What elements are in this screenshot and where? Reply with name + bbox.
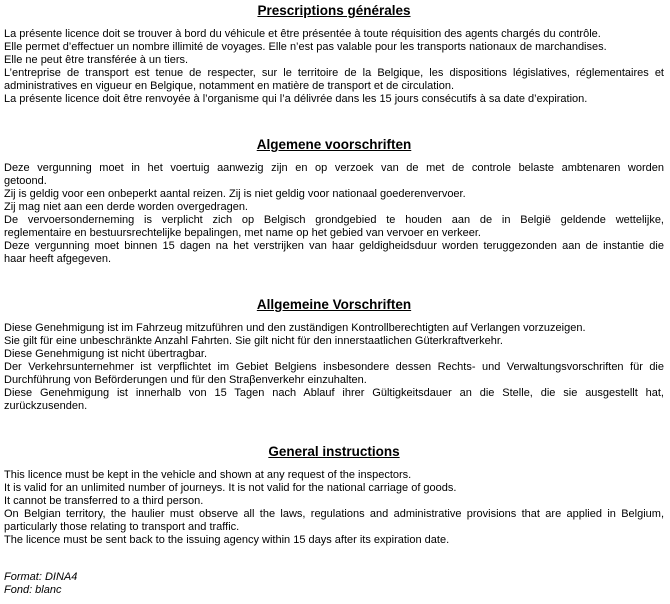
text-line: administratives en vigueur en Belgique, notamment en matière de transport et de circulation. [4,80,455,92]
text-line: getoond. [4,175,47,187]
text-line: particularly those relating to transport and traffic. [4,521,240,533]
text-line: Diese Genehmigung ist nicht übertragbar. [4,348,208,360]
heading-text: Allgemeine Vorschriften [256,297,412,312]
text-line: Elle ne peut être transférée à un tiers. [4,54,189,66]
format-notes [4,571,664,597]
text-line: Diese Genehmigung ist innerhalb von 15 Tagen nach Ablauf ihrer Gültigkeitsdauer an die Stelle, die sie ausgestellt hat, [4,387,664,399]
section-french [4,3,664,106]
section-heading-english [4,444,664,459]
text-line: Elle permet d’effectuer un nombre illimité de voyages. Elle n’est pas valable pour les transports nationaux de marchandises. [4,41,607,53]
heading-text: General instructions [268,444,400,459]
section-body-dutch [4,162,664,266]
format-note-line: Fond: blanc [4,584,62,596]
text-line: De vervoersonderneming is verplicht zich op Belgisch grondgebied te houden aan de in België geldende wettelijke, [4,214,664,226]
section-heading-german [4,297,664,312]
heading-text: Algemene voorschriften [256,137,412,152]
section-dutch [4,137,664,266]
text-line: This licence must be kept in the vehicle and shown at any request of the inspectors. [4,469,412,481]
text-line: It is valid for an unlimited number of journeys. It is not valid for the national carriage of goods. [4,482,457,494]
text-line: It cannot be transferred to a third person. [4,495,204,507]
text-line: Zij mag niet aan een derde worden overgedragen. [4,201,248,213]
section-german [4,297,664,413]
text-line: La présente licence doit être renvoyée à l’organisme qui l’a délivrée dans les 15 jours consécutifs à sa date d’expiration. [4,93,588,105]
text-line: On Belgian territory, the haulier must observe all the laws, regulations and administrative provisions that are applied in Belgium, [4,508,664,520]
section-heading-french [4,3,664,18]
text-line: Durchführung von Beförderungen und für den Straβenverkehr einzuhalten. [4,374,367,386]
section-english [4,444,664,547]
text-line: Deze vergunning moet in het voertuig aanwezig zijn en op verzoek van de met de controle belaste ambtenaren worden [4,162,664,174]
format-note-line: Format: DINA4 [4,571,78,583]
text-line: L’entreprise de transport est tenue de respecter, sur le territoire de la Belgique, les dispositions législatives, réglementaires et [4,67,664,79]
text-line: Zij is geldig voor een onbeperkt aantal reizen. Zij is niet geldig voor nationaal goederenvervoer. [4,188,466,200]
text-line: Der Verkehrsunternehmer ist verpflichtet im Gebiet Belgiens insbesondere dessen Rechts- und Verwaltungsvorschriften für die [4,361,664,373]
text-line: Deze vergunning moet binnen 15 dagen na het verstrijken van haar geldigheidsduur worden teruggezonden aan de instantie die [4,240,664,252]
heading-text: Prescriptions générales [257,3,411,18]
text-line: Diese Genehmigung ist im Fahrzeug mitzuführen und den zuständigen Kontrollberechtigten auf Verlangen vorzuzeigen. [4,322,586,334]
text-line: reglementaire en bestuursrechtelijke bepalingen, met name op het gebied van vervoer en verkeer. [4,227,481,239]
section-heading-dutch [4,137,664,152]
section-body-french [4,28,664,106]
text-line: Sie gilt für eine unbeschränkte Anzahl Fahrten. Sie gilt nicht für den innerstaatlichen Güterkraftverkehr. [4,335,503,347]
text-line: La présente licence doit se trouver à bord du véhicule et être présentée à toute réquisition des agents chargés du contrôle. [4,28,601,40]
text-line: zurückzusenden. [4,400,88,412]
text-line: The licence must be sent back to the issuing agency within 15 days after its expiration date. [4,534,450,546]
section-body-english [4,469,664,547]
text-line: haar heeft afgegeven. [4,253,112,265]
section-body-german [4,322,664,413]
